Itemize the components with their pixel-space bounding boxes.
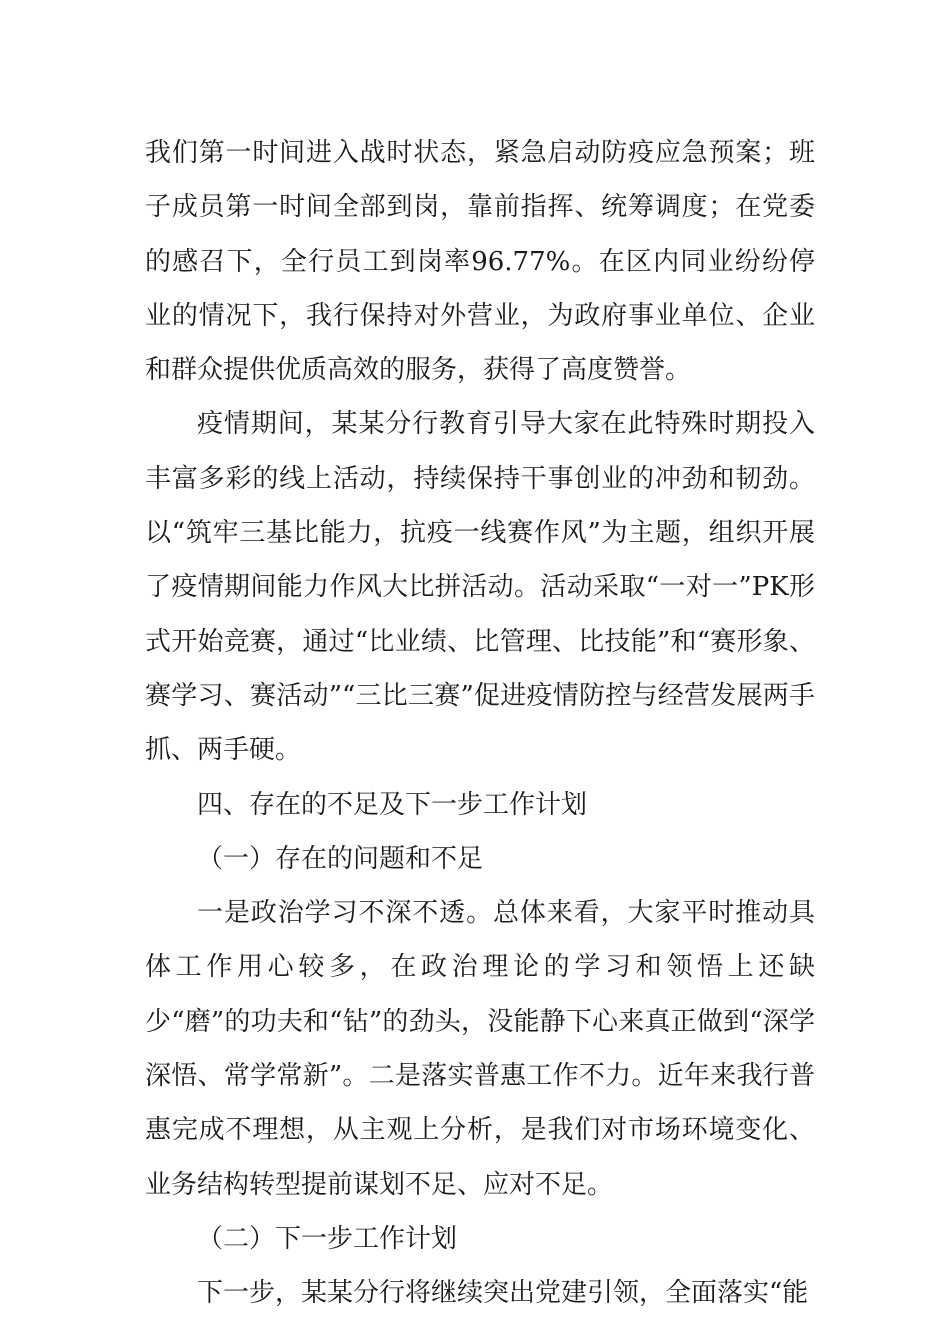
section-heading-shortcomings-and-plan: 四、存在的不足及下一步工作计划 bbox=[197, 789, 588, 820]
paragraph-problems-detail: 一是政治学习不深不透。总体来看，大家平时推动具体工作用心较多，在政治理论的学习和领悟上还缺少“磨”的功夫和“钻”的劲头，没能静下心来真正做到“深学深悟、常学常新”。二是落实普惠工作不力。近年来我行普惠完成不理想，从主观上分析，是我们对市场环境变化、业务结构转型提前谋划不足、应对不足。 bbox=[145, 898, 815, 1200]
paragraph-emergency-response: 我们第一时间进入战时状态，紧急启动防疫应急预案；班子成员第一时间全部到岗，靠前指挥、统筹调度；在党委的感召下，全行员工到岗率96.77%。在区内同业纷纷停业的情况下，我行保持对外营业，为政府事业单位、企业和群众提供优质高效的服务，获得了高度赞誉。 bbox=[145, 138, 815, 386]
subsection-heading-problems: （一）存在的问题和不足 bbox=[197, 843, 484, 874]
subsection-heading-next-steps: （二）下一步工作计划 bbox=[197, 1223, 458, 1254]
document-body bbox=[145, 126, 815, 1321]
paragraph-next-steps: 下一步，某某分行将继续突出党建引领，全面落实“能 bbox=[197, 1278, 809, 1309]
paragraph-online-activities: 疫情期间，某某分行教育引导大家在此特殊时期投入丰富多彩的线上活动，持续保持干事创业的冲劲和韧劲。以“筑牢三基比能力，抗疫一线赛作风”为主题，组织开展了疫情期间能力作风大比拼活动。活动采取“一对一”PK形式开始竞赛，通过“比业绩、比管理、比技能”和“赛形象、赛学习、赛活动”“三比三赛”促进疫情防控与经营发展两手抓、两手硬。 bbox=[145, 409, 815, 766]
